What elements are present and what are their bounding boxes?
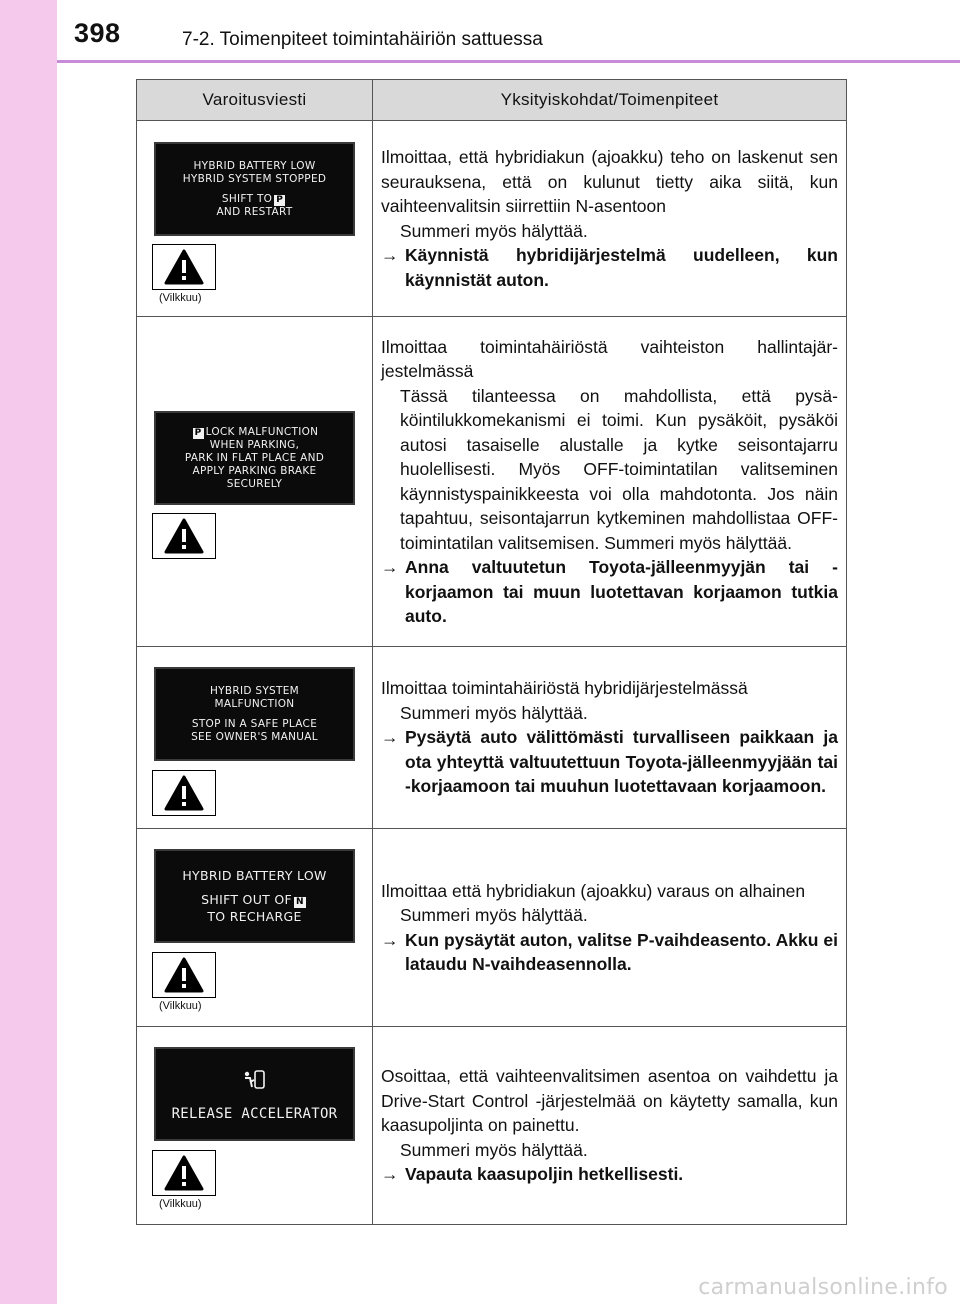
table-row xyxy=(137,121,847,317)
display-text: WHEN PARKING, xyxy=(209,438,300,451)
display-text: HYBRID SYSTEM xyxy=(209,684,300,697)
arrow-right-icon: → xyxy=(381,245,399,265)
action-item xyxy=(381,928,838,977)
display-text: SEE OWNER'S MANUAL xyxy=(191,730,318,743)
display-text: PARK IN FLAT PLACE AND xyxy=(184,451,325,464)
note-text: Tässä tilanteessa on mahdollista, että pysäköintilukkomekanismi ei toimi. Kun pysäköit, pysäköi autosi tasaiselle alustalle ja kytke seisontajarru huolellisesti. Myös OFF-toimintatilan valitseminen käynnistyspainikkeesta voi olla mahdotonta. Jos näin tapahtuu, seisontajarrun kytkeminen mahdollistaa OFF-toimintatilan valitsemisen. Summeri myös hälyttää. xyxy=(400,385,838,553)
section-title: 7-2. Toimenpiteet toimintahäiriön sattuessa xyxy=(182,29,543,50)
table-row xyxy=(137,829,847,1027)
action-item xyxy=(381,243,838,292)
table-row xyxy=(137,647,847,829)
header-divider xyxy=(57,60,960,63)
note-text: Summeri myös hälyttää. xyxy=(400,905,588,925)
note-text: Summeri myös hälyttää. xyxy=(400,702,588,723)
display-text: SHIFT OUT OF xyxy=(201,892,292,907)
watermark-text: carmanualsonline.info xyxy=(698,1275,948,1300)
note-text: Summeri myös hälyttää. xyxy=(400,220,588,241)
page-number: 398 xyxy=(74,18,121,48)
warning-image-cell xyxy=(137,317,373,647)
action-text: Pysäytä auto välittömästi turvalliseen paikkaan ja ota yhteyttä valtuutettuun Toyota-jälleenmyyjään tai -korjaamoon tai muuhun luotettavaan korjaamoon. xyxy=(405,727,838,797)
description-text: Ilmoittaa toimintahäiriöstä vaihteiston hallintajärjestelmässä xyxy=(381,336,838,381)
warning-display xyxy=(154,849,355,943)
details-cell xyxy=(373,647,847,829)
display-text: LOCK MALFUNCTION xyxy=(205,425,319,438)
display-text: TO RECHARGE xyxy=(207,909,302,924)
note-text: Summeri myös hälyttää. xyxy=(400,1139,588,1160)
description-text: Ilmoittaa toimintahäiriöstä hybridijärjestelmässä xyxy=(381,678,748,699)
warning-image-cell xyxy=(137,121,373,317)
gear-chip: P xyxy=(276,194,284,205)
column-header-warning: Varoitusviesti xyxy=(137,80,373,121)
arrow-right-icon: → xyxy=(381,557,399,577)
arrow-right-icon: → xyxy=(381,727,399,748)
description-text: Ilmoittaa, että hybridiakun (ajoakku) teho on laskenut sen seurauksena, että on kulunut tietty aika siitä, kun vaihteenvalitsin siirrettiin N-asentoon xyxy=(381,147,838,216)
display-text: SHIFT TO xyxy=(221,192,273,205)
table-header-row xyxy=(137,80,847,121)
warning-display xyxy=(154,142,355,236)
details-cell xyxy=(373,1027,847,1225)
warning-triangle-icon xyxy=(152,770,216,816)
action-text: Anna valtuutetun Toyota-jälleenmyyjän tai -korjaamon tai muun luotettavan korjaamon tutkia auto. xyxy=(405,557,838,626)
details-cell xyxy=(373,121,847,317)
warning-display xyxy=(154,1047,355,1141)
gear-chip: N xyxy=(295,897,304,907)
display-text: RELEASE ACCELERATOR xyxy=(171,1105,338,1122)
flashing-label: (Vilkkuu) xyxy=(159,1000,202,1012)
action-text: Vapauta kaasupoljin hetkellisesti. xyxy=(405,1164,684,1185)
action-text: Käynnistä hybridijärjestelmä uudelleen, kun käynnistät auton. xyxy=(405,245,838,290)
gear-chip: P xyxy=(194,427,202,438)
warning-triangle-icon xyxy=(152,244,216,290)
description-text: Ilmoittaa että hybridiakun (ajoakku) varaus on alhainen xyxy=(381,880,806,901)
display-text: SECURELY xyxy=(226,477,283,490)
table-row xyxy=(137,1027,847,1225)
display-text: AND RESTART xyxy=(216,205,293,218)
display-text: HYBRID SYSTEM STOPPED xyxy=(182,172,327,185)
flashing-label: (Vilkkuu) xyxy=(159,1198,202,1210)
accelerator-pedal-icon xyxy=(156,1068,353,1096)
warning-messages-table xyxy=(136,79,847,1225)
flashing-label: (Vilkkuu) xyxy=(159,292,202,304)
action-item xyxy=(381,555,838,629)
display-text: STOP IN A SAFE PLACE xyxy=(191,717,318,730)
display-text: HYBRID BATTERY LOW xyxy=(193,159,316,172)
details-cell xyxy=(373,829,847,1027)
column-header-details: Yksityiskohdat/Toimenpiteet xyxy=(373,80,847,121)
details-cell xyxy=(373,317,847,647)
display-text: HYBRID BATTERY LOW xyxy=(182,868,327,883)
display-text: MALFUNCTION xyxy=(214,697,295,710)
warning-triangle-icon xyxy=(152,513,216,559)
warning-image-cell xyxy=(137,829,373,1027)
arrow-right-icon: → xyxy=(381,929,399,950)
action-text: Kun pysäytät auton, valitse P-vaihdeasento. Akku ei lataudu N-vaihdeasennolla. xyxy=(405,929,838,974)
arrow-right-icon: → xyxy=(381,1164,399,1185)
warning-display xyxy=(154,667,355,761)
warning-image-cell xyxy=(137,647,373,829)
warning-triangle-icon xyxy=(152,1150,216,1196)
description-text: Osoittaa, että vaihteenvalitsimen asentoa on vaihdettu ja Drive-Start Control -järjestelmää on käytetty samalla, kun kaasupoljinta on painettu. xyxy=(381,1066,838,1136)
table-row xyxy=(137,317,847,647)
warning-triangle-icon xyxy=(152,952,216,998)
display-text: APPLY PARKING BRAKE xyxy=(192,464,317,477)
side-color-strip xyxy=(0,0,57,1304)
action-item xyxy=(381,1162,838,1187)
action-item xyxy=(381,725,838,799)
warning-image-cell xyxy=(137,1027,373,1225)
warning-display xyxy=(154,411,355,505)
